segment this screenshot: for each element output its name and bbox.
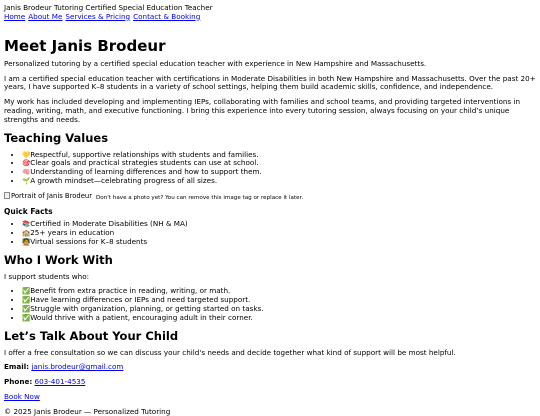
- list-item: [22, 177, 536, 186]
- portrait-photo-row: [4, 192, 536, 202]
- list-item: [22, 314, 536, 323]
- lets-talk-heading: Let’s Talk About Your Child: [4, 328, 179, 343]
- intro-text: Personalized tutoring by a certified special education teacher with experience in New Hampshire and Massachusetts.: [4, 58, 427, 68]
- check-mark-icon: ✅: [22, 287, 31, 296]
- consultation-text: I offer a free consultation so we can discuss your child's needs and decide together what kind of support will be most helpful.: [4, 347, 456, 357]
- list-item: [22, 238, 536, 247]
- books-icon: 📚: [22, 220, 31, 229]
- footer-text: © 2025 Janis Brodeur — Personalized Tutoring: [4, 406, 171, 416]
- phone-link[interactable]: 603-401-4535: [34, 377, 86, 387]
- who-i-work-with-heading: Who I Work With: [4, 252, 113, 267]
- portrait-image: [4, 192, 92, 200]
- check-mark-icon: ✅: [22, 304, 31, 313]
- email-link[interactable]: janis.brodeur@gmail.com: [31, 362, 124, 372]
- target-icon: 🎯: [22, 159, 31, 168]
- list-item-text: Virtual sessions for K–8 students: [30, 236, 148, 246]
- bio-paragraph-1: I am a certified special education teacher with certifications in Moderate Disabilities in both New Hampshire and Massachusetts. Over the past 20+ years, I have supported K–8 students in a variety of school settings, helping them build academic skills, confidence, and independence.: [4, 73, 536, 92]
- seedling-icon: 🌱: [22, 176, 31, 185]
- who-i-work-with-list: [4, 287, 536, 322]
- list-item-text: Would thrive with a patient, encouraging adult in their corner.: [30, 312, 253, 322]
- email-line: [4, 363, 536, 372]
- list-item-text: Respectful, supportive relationships with students and families.: [30, 149, 259, 159]
- list-item-text: A growth mindset—celebrating progress of all sizes.: [30, 175, 218, 185]
- yellow-heart-icon: 💛: [22, 150, 31, 159]
- list-item-text: 25+ years in education: [30, 228, 115, 238]
- teaching-values-heading: Teaching Values: [4, 130, 109, 145]
- check-mark-icon: ✅: [22, 296, 31, 305]
- broken-image-icon: [4, 192, 10, 199]
- portrait-alt-text: Portrait of Janis Brodeur: [11, 191, 92, 200]
- phone-line: [4, 378, 536, 387]
- list-item-text: Understanding of learning differences and how to support them.: [30, 167, 262, 177]
- page-title: Meet Janis Brodeur: [4, 36, 166, 55]
- nav-link-services-pricing[interactable]: Services & Pricing: [65, 11, 131, 21]
- list-item-text: Struggle with organization, planning, or getting started on tasks.: [30, 303, 264, 313]
- school-icon: 🏫: [22, 229, 31, 238]
- phone-label: Phone:: [4, 377, 33, 387]
- site-title: Janis Brodeur Tutoring Certified Special Education Teacher: [4, 3, 213, 12]
- list-item-text: Certified in Moderate Disabilities (NH & MA): [30, 219, 188, 229]
- brain-icon: 🧠: [22, 168, 31, 177]
- teaching-values-list: [4, 151, 536, 186]
- teacher-icon: 🧑‍🏫: [22, 237, 31, 246]
- quick-facts-list: [4, 220, 536, 246]
- nav-link-about-me[interactable]: About Me: [28, 11, 63, 21]
- quick-facts-heading: Quick Facts: [4, 207, 53, 217]
- list-item-text: Clear goals and practical strategies students can use at school.: [30, 158, 259, 168]
- nav-link-home[interactable]: Home: [4, 11, 26, 21]
- site-header: [4, 4, 536, 22]
- bio-paragraph-2: My work has included developing and implementing IEPs, collaborating with families and school teams, and providing targeted interventions in reading, writing, math, and executive functioning. I bring this experience into every tutoring session, always focusing on your child’s unique strengths and needs.: [4, 97, 520, 124]
- main-nav: [4, 13, 536, 22]
- who-intro-text: I support students who:: [4, 271, 90, 281]
- book-now-line: [4, 393, 536, 402]
- list-item-text: Benefit from extra practice in reading, writing, or math.: [30, 286, 231, 296]
- check-mark-icon: ✅: [22, 313, 31, 322]
- book-now-link[interactable]: Book Now: [4, 391, 40, 401]
- list-item-text: Have learning differences or IEPs and need targeted support.: [30, 295, 251, 305]
- main-content: [4, 37, 536, 402]
- site-footer: [4, 408, 536, 416]
- photo-note: Don't have a photo yet? You can remove this image tag or replace it later.: [96, 195, 304, 202]
- nav-link-contact-booking[interactable]: Contact & Booking: [133, 11, 201, 21]
- email-label: Email:: [4, 362, 30, 372]
